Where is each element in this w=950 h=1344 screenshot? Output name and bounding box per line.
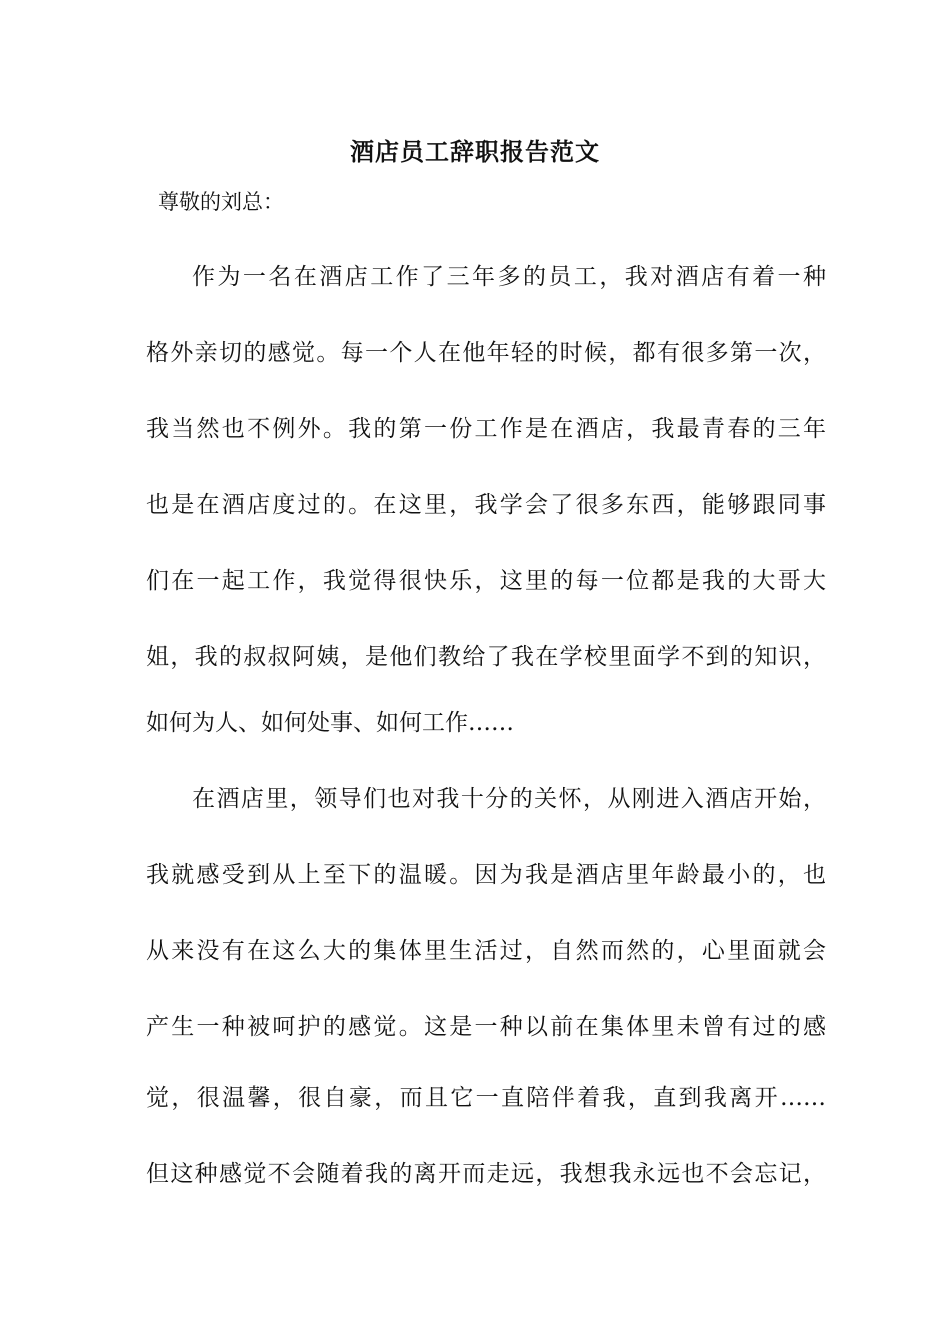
paragraph-line: 我当然也不例外。我的第一份工作是在酒店，我最青春的三年 <box>146 416 826 442</box>
paragraph-line: 如何为人、如何处事、如何工作…… <box>146 710 514 736</box>
paragraph-line: 在酒店里，领导们也对我十分的关怀，从刚进入酒店开始， <box>192 786 826 812</box>
document-title: 酒店员工辞职报告范文 <box>350 137 600 166</box>
paragraph-line: 觉，很温馨，很自豪，而且它一直陪伴着我，直到我离开…… <box>146 1085 826 1111</box>
salutation: 尊敬的刘总： <box>158 190 284 214</box>
paragraph-line: 姐，我的叔叔阿姨，是他们教给了我在学校里面学不到的知识， <box>146 644 826 670</box>
paragraph-line: 格外亲切的感觉。每一个人在他年轻的时候，都有很多第一次， <box>146 340 826 366</box>
paragraph-line: 从来没有在这么大的集体里生活过，自然而然的，心里面就会 <box>146 938 826 964</box>
paragraph-line: 但这种感觉不会随着我的离开而走远，我想我永远也不会忘记， <box>146 1161 826 1187</box>
paragraph-line: 也是在酒店度过的。在这里，我学会了很多东西，能够跟同事 <box>146 492 826 518</box>
paragraph-line: 作为一名在酒店工作了三年多的员工，我对酒店有着一种 <box>192 264 826 290</box>
paragraph-line: 们在一起工作，我觉得很快乐，这里的每一位都是我的大哥大 <box>146 568 826 594</box>
paragraph-line: 产生一种被呵护的感觉。这是一种以前在集体里未曾有过的感 <box>146 1014 826 1040</box>
paragraph-line: 我就感受到从上至下的温暖。因为我是酒店里年龄最小的，也 <box>146 862 826 888</box>
